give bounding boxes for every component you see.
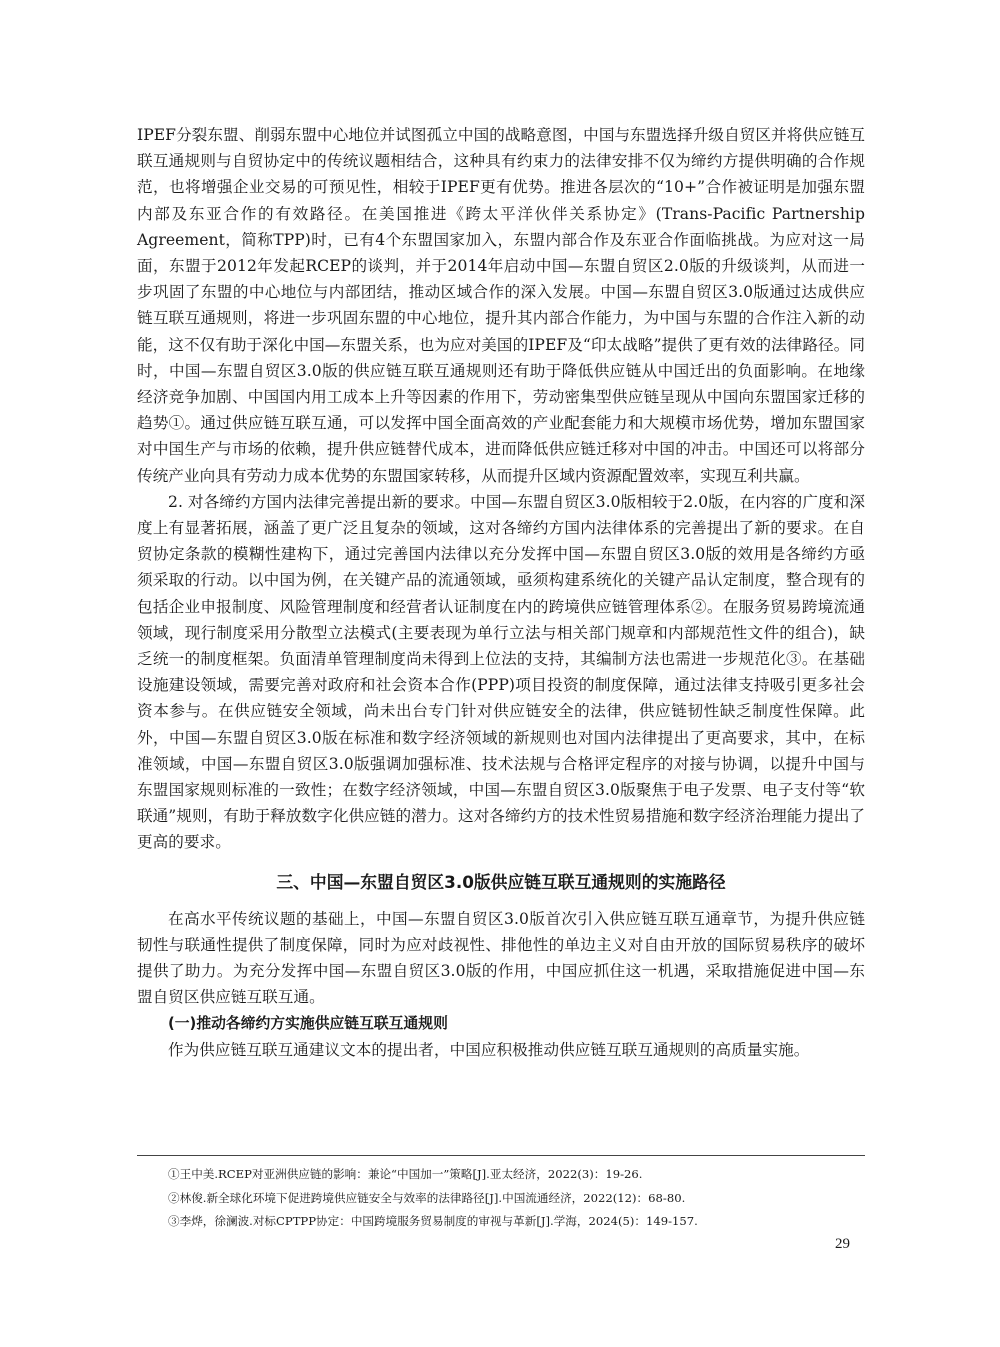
footnote-3: ③李烨，徐澜波.对标CPTPP协定：中国跨境服务贸易制度的审视与革新[J].学海，2024(5)：149-157. [168,1214,698,1228]
page-number: 29 [835,1236,850,1252]
footnote-divider [137,1155,865,1156]
body-paragraph-4: 作为供应链互联互通建议文本的提出者，中国应积极推动供应链互联互通规则的高质量实施。 [168,1040,810,1059]
body-paragraph-1: IPEF分裂东盟、削弱东盟中心地位并试图孤立中国的战略意图，中国与东盟选择升级自贸区并将供应链互联互通规则与自贸协定中的传统议题相结合，这种具有约束力的法律安排不仅为缔约方提供明确的合作规范，也将增强企业交易的可预见性，相较于IPEF更有优势。推进各层次的“10+”合作被证明是加强东盟内部及东亚合作的有效路径。在美国推进《跨太平洋伙伴关系协定》(Trans-Pacific Partnership Agreement，简称TPP)时，已有4个东盟国家加入，东盟内部合作及东亚合作面临挑战。为应对这一局面，东盟于2012年发起RCEP的谈判，并于2014年启动中国—东盟自贸区2.0版的升级谈判，从而进一步巩固了东盟的中心地位与内部团结，推动区域合作的深入发展。中国—东盟自贸区3.0版通过达成供应链互联互通规则，将进一步巩固东盟的中心地位，提升其内部合作能力，为中国与东盟的合作注入新的动能，这不仅有助于深化中国—东盟关系，也为应对美国的IPEF及“印太战略”提供了更有效的法律路径。同时，中国—东盟自贸区3.0版的供应链互联互通规则还有助于降低供应链从中国迁出的负面影响。在地缘经济竞争加剧、中国国内用工成本上升等因素的作用下，劳动密集型供应链呈现从中国向东盟国家迁移的趋势①。通过供应链互联互通，可以发挥中国全面高效的产业配套能力和大规模市场优势，增加东盟国家对中国生产与市场的依赖，提升供应链替代成本，进而降低供应链迁移对中国的冲击。中国还可以将部分传统产业向具有劳动力成本优势的东盟国家转移，从而提升区域内资源配置效率，实现互利共赢。 [137,126,865,485]
body-paragraph-2: 2. 对各缔约方国内法律完善提出新的要求。中国—东盟自贸区3.0版相较于2.0版，在内容的广度和深度上有显著拓展，涵盖了更广泛且复杂的领域，这对各缔约方国内法律体系的完善提出了新的要求。在自贸协定条款的模糊性建构下，通过完善国内法律以充分发挥中国—东盟自贸区3.0版的效用是各缔约方亟须采取的行动。以中国为例，在关键产品的流通领域，亟须构建系统化的关键产品认定制度，整合现有的包括企业申报制度、风险管理制度和经营者认证制度在内的跨境供应链管理体系②。在服务贸易跨境流通领域，现行制度采用分散型立法模式(主要表现为单行立法与相关部门规章和内部规范性文件的组合)，缺乏统一的制度框架。负面清单管理制度尚未得到上位法的支持，其编制方法也需进一步规范化③。在基础设施建设领域，需要完善对政府和社会资本合作(PPP)项目投资的制度保障，通过法律支持吸引更多社会资本参与。在供应链安全领域，尚未出台专门针对供应链安全的法律，供应链韧性缺乏制度性保障。此外，中国—东盟自贸区3.0版在标准和数字经济领域的新规则也对国内法律提出了更高要求，其中，在标准领域，中国—东盟自贸区3.0版强调加强标准、技术法规与合格评定程序的对接与协调，以提升中国与东盟国家规则标准的一致性；在数字经济领域，中国—东盟自贸区3.0版聚焦于电子发票、电子支付等“软联通”规则，有助于释放数字化供应链的潜力。这对各缔约方的技术性贸易措施和数字经济治理能力提出了更高的要求。 [137,492,865,852]
page-body [137,122,865,1063]
section-heading: 三、中国—东盟自贸区3.0版供应链互联互通规则的实施路径 [276,871,726,892]
body-paragraph-3: 在高水平传统议题的基础上，中国—东盟自贸区3.0版首次引入供应链互联互通章节，为提升供应链韧性与联通性提供了制度保障，同时为应对歧视性、排他性的单边主义对自由开放的国际贸易秩序的破坏提供了助力。为充分发挥中国—东盟自贸区3.0版的作用，中国应抓住这一机遇，采取措施促进中国—东盟自贸区供应链互联互通。 [137,909,865,1007]
footnote-1: ①王中美.RCEP对亚洲供应链的影响：兼论“中国加一”策略[J].亚太经济，2022(3)：19-26. [168,1167,643,1181]
footnote-2: ②林俊.新全球化环境下促进跨境供应链安全与效率的法律路径[J].中国流通经济，2022(12)：68-80. [168,1190,686,1205]
sub-heading: (一)推动各缔约方实施供应链互联互通规则 [168,1014,448,1032]
footnotes [168,1163,865,1234]
